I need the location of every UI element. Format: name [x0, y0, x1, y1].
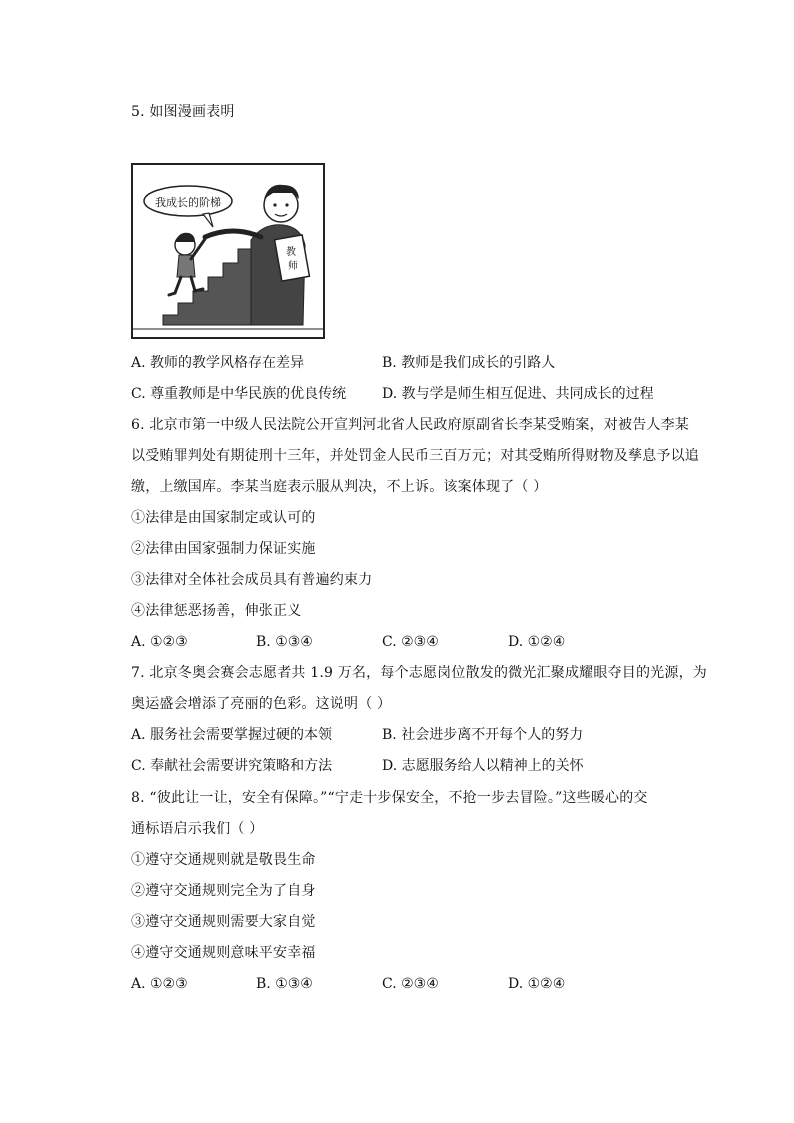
q6-option-a: A. ①②③: [131, 634, 188, 650]
q8-option-b: B. ①③④: [256, 976, 313, 992]
q5-stem: 5. 如图漫画表明: [131, 104, 235, 120]
q7-option-d: D. 志愿服务给人以精神上的关怀: [382, 758, 584, 774]
teacher-student-stairs-illustration: [133, 165, 323, 337]
q7-option-a: A. 服务社会需要掌握过硬的本领: [131, 727, 333, 743]
q6-stem-line-1: 6. 北京市第一中级人民法院公开宣判河北省人民政府原副省长李某受贿案，对被告人李某: [131, 417, 690, 433]
q8-option-c: C. ②③④: [382, 976, 439, 992]
q7-stem-line-1: 7. 北京冬奥会赛会志愿者共 1.9 万名，每个志愿岗位散发的微光汇聚成耀眼夺目的光源，为: [131, 665, 707, 681]
q8-item-3: ③遵守交通规则需要大家自觉: [131, 914, 316, 930]
q8-item-2: ②遵守交通规则完全为了自身: [131, 883, 316, 899]
student-leg-2: [191, 277, 203, 291]
q6-item-4: ④法律惩恶扬善，伸张正义: [131, 603, 302, 619]
book-label-2: 师: [288, 261, 298, 272]
q7-stem-line-2: 奥运盛会增添了亮丽的色彩。这说明（ ）: [131, 696, 392, 712]
q5-option-d: D. 教与学是师生相互促进、共同成长的过程: [382, 386, 654, 402]
q8-option-a: A. ①②③: [131, 976, 188, 992]
speech-bubble-tail: [203, 213, 213, 227]
q6-item-2: ②法律由国家强制力保证实施: [131, 541, 316, 557]
student-hair: [175, 233, 195, 242]
speech-bubble-text: 我成长的阶梯: [155, 196, 221, 209]
q8-item-1: ①遵守交通规则就是敬畏生命: [131, 852, 316, 868]
q5-option-b: B. 教师是我们成长的引路人: [382, 355, 556, 371]
teacher-arm: [205, 231, 261, 237]
q6-stem-line-2: 以受贿罪判处有期徒刑十三年，并处罚金人民币三百万元；对其受贿所得财物及孳息予以追: [131, 448, 699, 464]
q6-option-d: D. ①②④: [508, 634, 566, 650]
q8-option-d: D. ①②④: [508, 976, 566, 992]
q6-item-3: ③法律对全体社会成员具有普遍约束力: [131, 572, 373, 588]
q8-stem-line-1: 8. “彼此让一让，安全有保障。”“宁走十步保安全，不抢一步去冒险。”这些暖心的交: [131, 790, 648, 806]
q8-item-4: ④遵守交通规则意味平安幸福: [131, 945, 316, 961]
student-leg-1: [169, 277, 181, 295]
q8-stem-line-2: 通标语启示我们（ ）: [131, 821, 264, 837]
q7-option-b: B. 社会进步离不开每个人的努力: [382, 727, 584, 743]
q5-option-a: A. 教师的教学风格存在差异: [131, 355, 305, 371]
q7-option-c: C. 奉献社会需要讲究策略和方法: [131, 758, 333, 774]
q6-option-b: B. ①③④: [256, 634, 313, 650]
q5-cartoon: [131, 163, 325, 339]
q6-option-c: C. ②③④: [382, 634, 439, 650]
q6-item-1: ①法律是由国家制定或认可的: [131, 510, 316, 526]
q6-stem-line-3: 缴，上缴国库。李某当庭表示服从判决，不上诉。该案体现了（ ）: [131, 479, 548, 495]
q5-option-c: C. 尊重教师是中华民族的优良传统: [131, 386, 347, 402]
book-label-1: 教: [286, 247, 296, 258]
